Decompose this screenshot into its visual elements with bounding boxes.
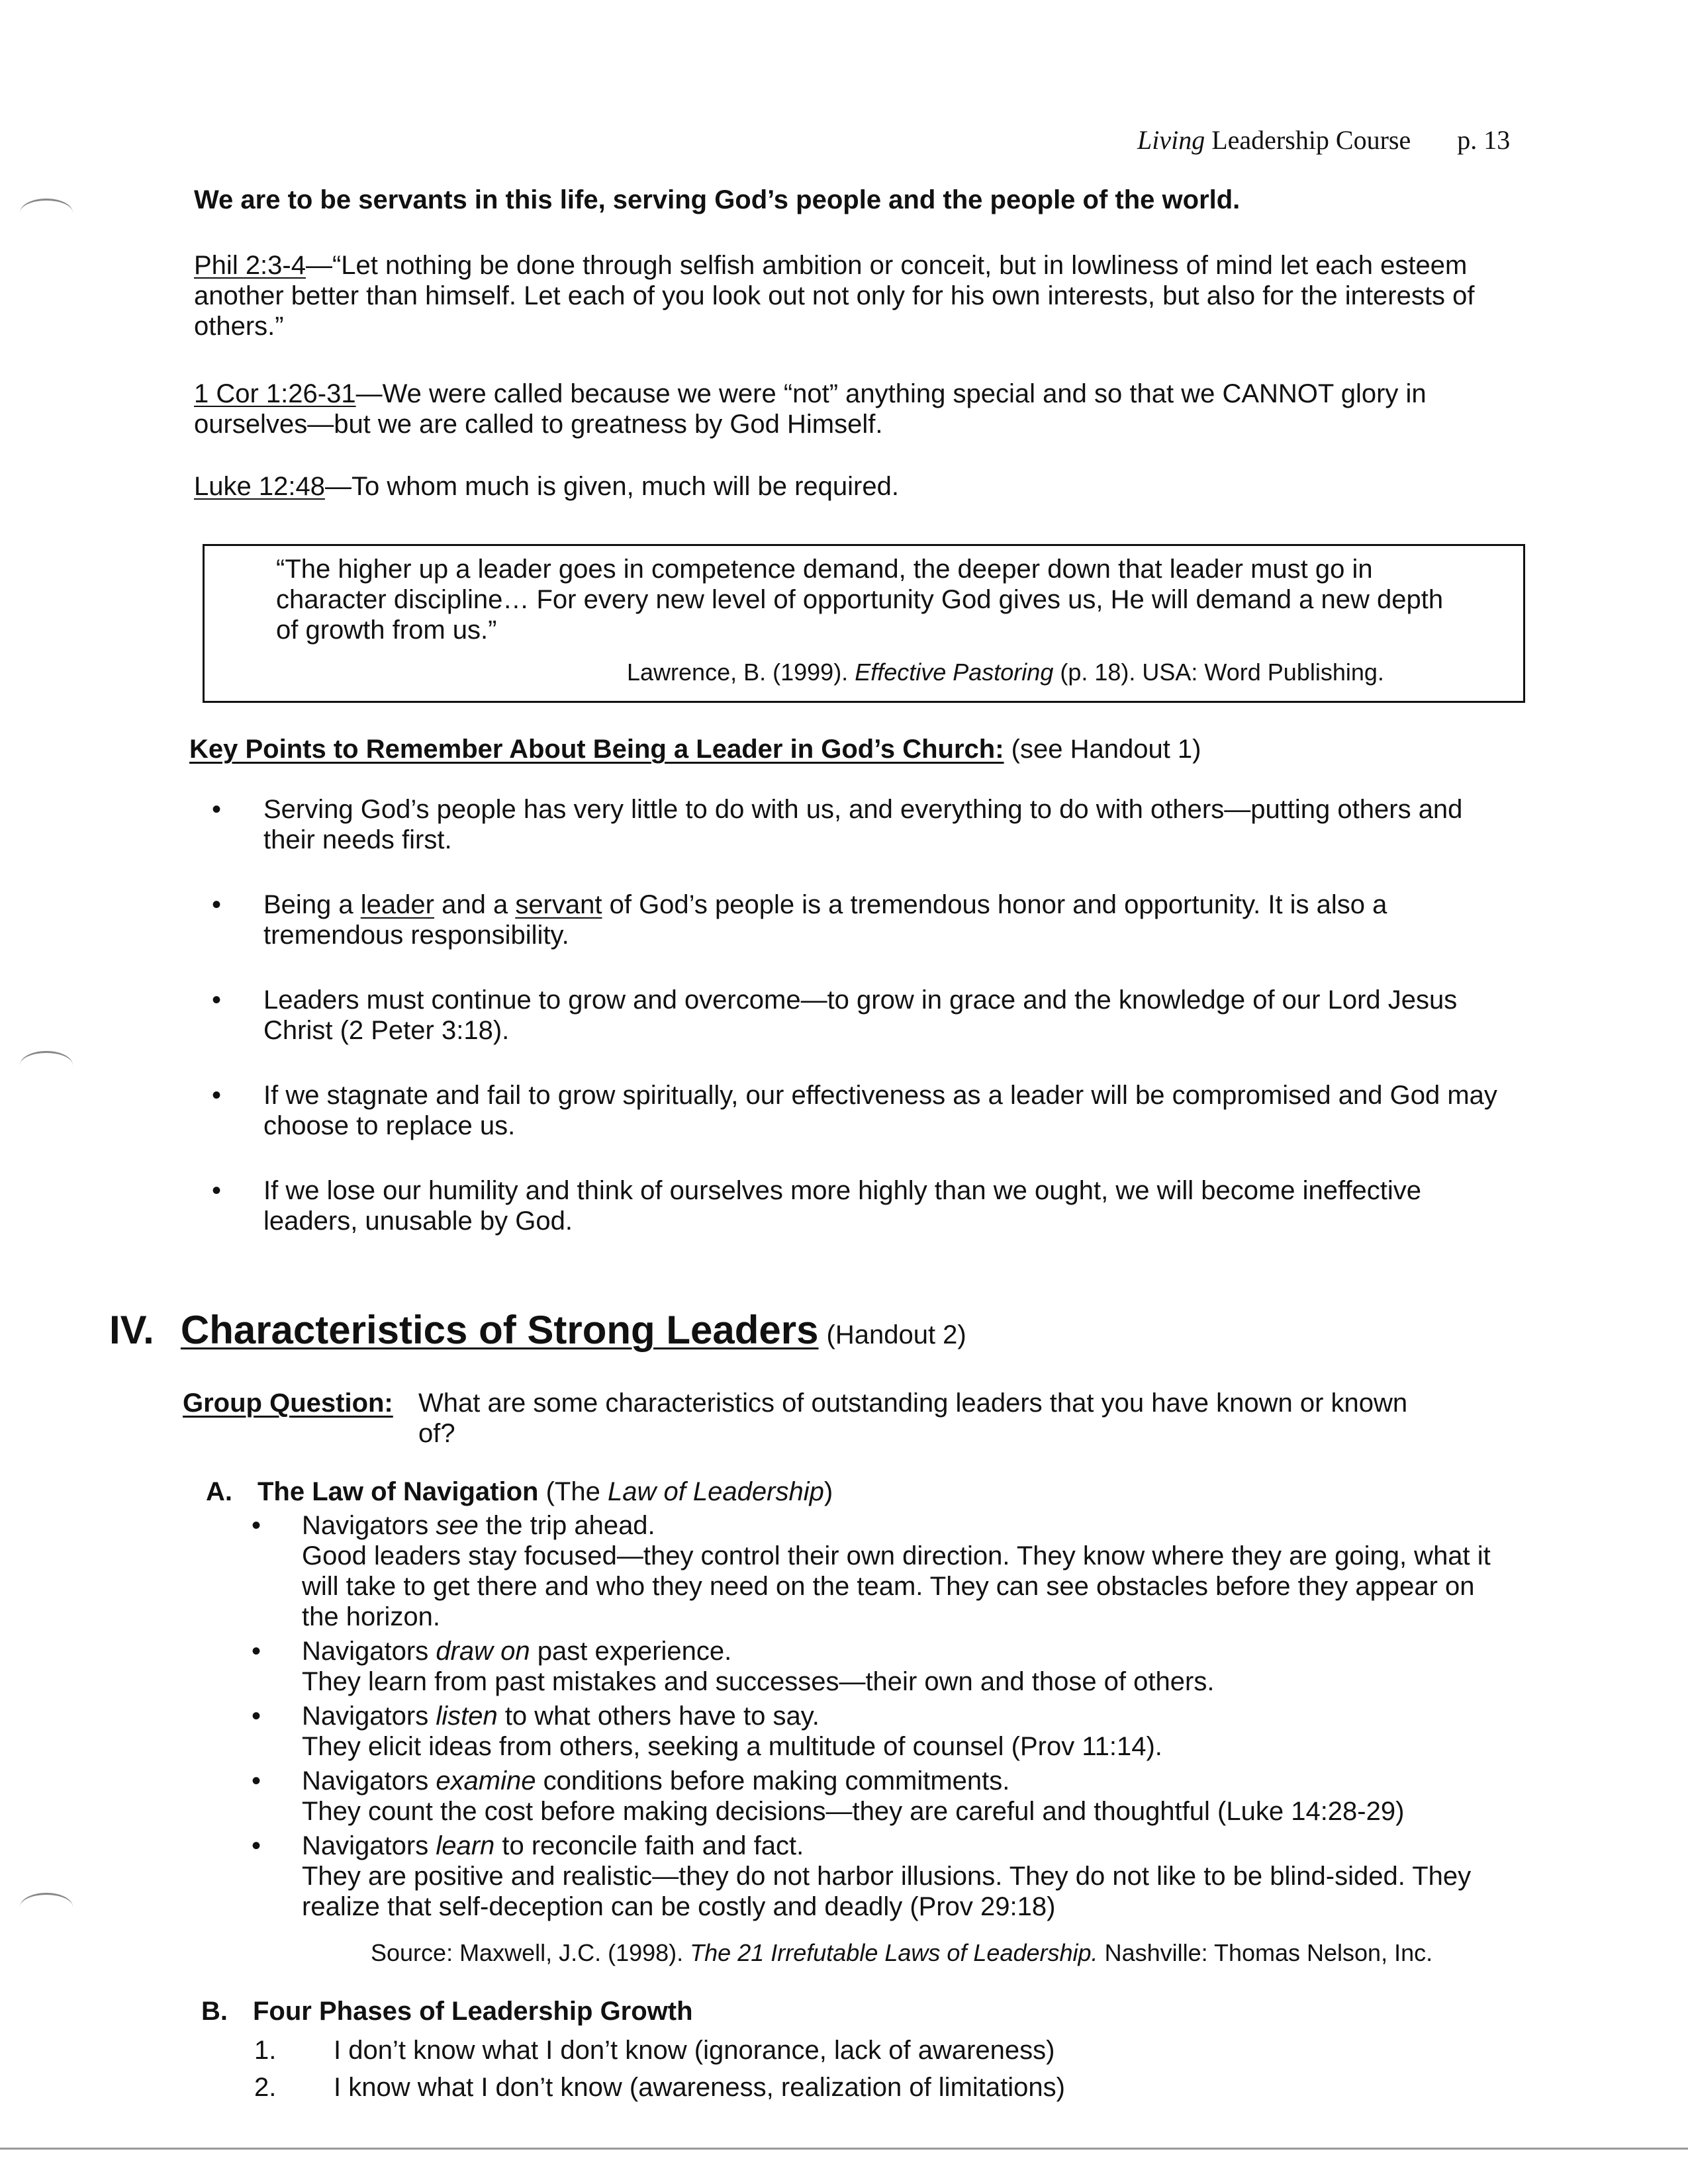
subsection-b-heading: B. Four Phases of Leadership Growth	[201, 1997, 693, 2026]
group-question-label: Group Question:	[183, 1388, 393, 1418]
bullet-icon: •	[212, 890, 222, 919]
list-item: • Navigators listen to what others have to say. They elicit ideas from others, seeking a multitude of counsel (Prov 11:14).	[252, 1702, 1162, 1761]
list-item: • Navigators learn to reconcile faith and fact. They are positive and realistic—they do not harbor illusions. They do not like to be blind-sided. They realize that self-deception can be costly and deadly (Prov 29:18)	[252, 1831, 1472, 1921]
scripture-ref: Luke 12:48	[194, 472, 325, 501]
key-points-heading: Key Points to Remember About Being a Leader in God’s Church: (see Handout 1)	[189, 735, 1201, 764]
subsection-a-heading: A. The Law of Navigation (The Law of Leadership)	[206, 1477, 833, 1506]
scripture-phil	[194, 250, 1518, 341]
list-item: • If we lose our humility and think of ourselves more highly than we ought, we will become ineffective leaders, unusable by God.	[212, 1176, 1422, 1236]
scripture-ref: Phil 2:3-4	[194, 251, 306, 280]
navigation-source: Source: Maxwell, J.C. (1998). The 21 Irrefutable Laws of Leadership. Nashville: Thomas Nelson, Inc.	[371, 1939, 1433, 1966]
bullet-icon: •	[252, 1511, 261, 1540]
list-item: • Navigators see the trip ahead. Good leaders stay focused—they control their own direction. They know where they are going, what it will take to get there and who they need on the team. They can see obstacles before they appear on the horizon.	[252, 1511, 1491, 1631]
list-item: • Serving God’s people has very little to do with us, and everything to do with others—putting others and their needs first.	[212, 795, 1463, 854]
bullet-icon: •	[212, 1176, 222, 1205]
phases-list	[254, 2032, 1446, 2106]
quote-source: Lawrence, B. (1999). Effective Pastoring (p. 18). USA: Word Publishing.	[627, 659, 1384, 686]
punch-hole-mark	[20, 1051, 73, 1079]
page-number: p. 13	[1457, 125, 1511, 155]
punch-hole-mark	[20, 1893, 73, 1921]
navigation-list	[246, 1510, 1504, 1926]
bullet-icon: •	[252, 1702, 261, 1731]
scripture-text: —“Let nothing be done through selfish ambition or conceit, but in lowliness of mind let each esteem another better than himself. Let each of you look out not only for his own interests, but also for the interests of others.”	[194, 251, 1475, 341]
bullet-icon: •	[212, 1081, 222, 1110]
scripture-cor	[194, 379, 1518, 439]
scripture-text: —To whom much is given, much will be required.	[324, 472, 899, 501]
list-item: 1. I don’t know what I don’t know (ignorance, lack of awareness)	[254, 2036, 1055, 2065]
key-points-list	[205, 794, 1516, 1271]
list-item: • If we stagnate and fail to grow spiritually, our effectiveness as a leader will be compromised and God may choose to replace us.	[212, 1081, 1497, 1140]
bullet-icon: •	[212, 795, 222, 824]
bullet-icon: •	[252, 1637, 261, 1666]
list-item: • Being a leader and a servant of God’s people is a tremendous honor and opportunity. It is also a tremendous responsibility.	[212, 890, 1387, 950]
bullet-icon: •	[252, 1766, 261, 1796]
intro-statement: We are to be servants in this life, serving God’s people and the people of the world.	[194, 185, 1241, 214]
punch-hole-mark	[20, 199, 73, 227]
quote-box	[203, 544, 1525, 703]
section-handout: (Handout 2)	[826, 1320, 966, 1349]
scripture-ref: 1 Cor 1:26-31	[194, 379, 356, 408]
section-title: Characteristics of Strong Leaders	[180, 1308, 819, 1352]
list-item: • Navigators examine conditions before making commitments. They count the cost before making decisions—they are careful and thoughtful (Luke 14:28-29)	[252, 1766, 1405, 1826]
bottom-rule	[0, 2148, 1688, 2150]
group-question	[183, 1388, 1440, 1449]
bullet-icon: •	[252, 1831, 261, 1860]
quote-text: “The higher up a leader goes in competence demand, the deeper down that leader must go in character discipline… For every new level of opportunity God gives us, He will demand a new depth of growth from us.”	[276, 555, 1444, 645]
bullet-icon: •	[212, 985, 222, 1015]
page-header	[1137, 124, 1534, 156]
group-question-text: What are some characteristics of outstanding leaders that you have known or known of?	[418, 1388, 1408, 1448]
list-item: • Navigators draw on past experience. They learn from past mistakes and successes—their own and those of others.	[252, 1637, 1215, 1696]
list-item: • Leaders must continue to grow and overcome—to grow in grace and the knowledge of our Lord Jesus Christ (2 Peter 3:18).	[212, 985, 1458, 1045]
list-item: 2. I know what I don’t know (awareness, realization of limitations)	[254, 2073, 1065, 2102]
scripture-luke	[194, 471, 1518, 502]
section-heading	[109, 1307, 966, 1353]
course-title: Living Leadership Course	[1137, 125, 1411, 155]
section-number: IV.	[109, 1308, 154, 1352]
scripture-text: —We were called because we were “not” anything special and so that we CANNOT glory in ourselves—but we are called to greatness by God Himself.	[194, 379, 1427, 439]
